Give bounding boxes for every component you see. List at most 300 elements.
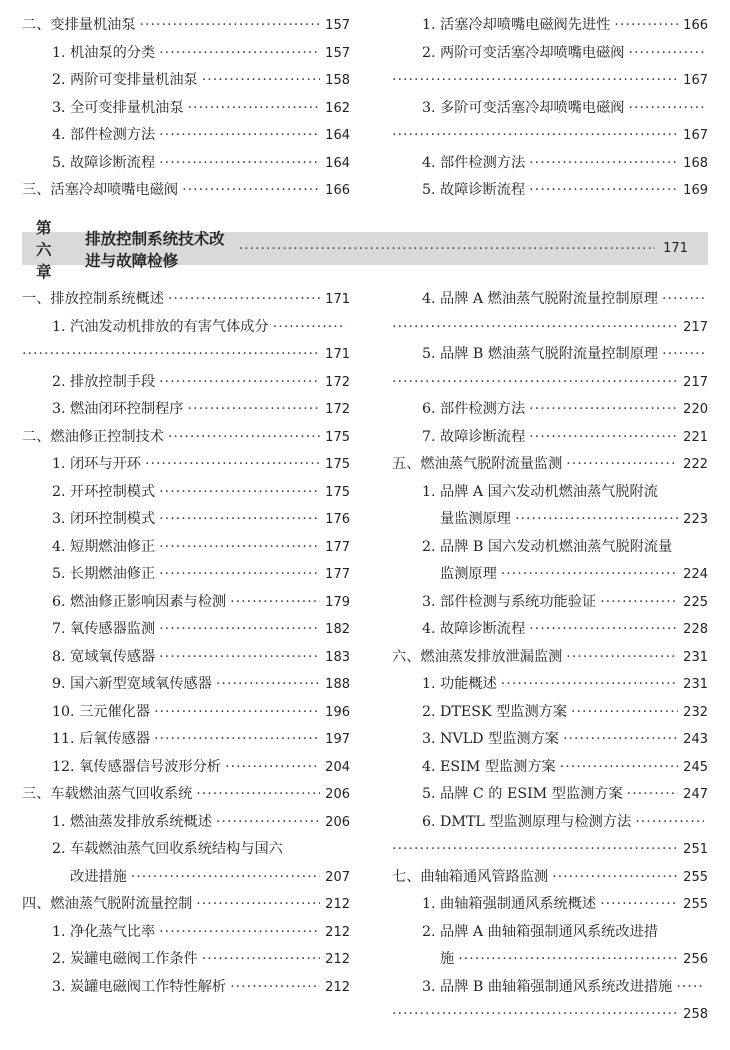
- dot-leader: [140, 12, 320, 40]
- toc-column-top-right: [392, 12, 708, 205]
- toc-entry-line: [392, 369, 708, 397]
- dot-leader: [230, 589, 320, 617]
- dot-leader: [159, 534, 320, 562]
- toc-subsection-entry[interactable]: [22, 561, 350, 589]
- toc-entry-title: 2. 车载燃油蒸气回收系统结构与国六: [52, 841, 283, 857]
- toc-entry-line: [52, 561, 350, 589]
- toc-page-number: 188: [325, 677, 350, 692]
- toc-entry-line: [52, 369, 350, 397]
- toc-page-number: 212: [325, 897, 350, 912]
- toc-entry-line: [422, 424, 708, 452]
- toc-entry-title: 4. 部件检测方法: [52, 127, 156, 143]
- toc-section-entry[interactable]: [392, 644, 708, 672]
- toc-subsection-entry[interactable]: [392, 671, 708, 699]
- dot-leader: [159, 479, 320, 507]
- toc-page-number: 206: [325, 787, 350, 802]
- toc-entry-title: 1. 净化蒸气比率: [52, 923, 156, 940]
- toc-subsection-entry[interactable]: [22, 150, 350, 178]
- toc-entry-line: [22, 12, 350, 40]
- dot-leader: [501, 671, 678, 699]
- dot-leader: [154, 699, 320, 727]
- toc-page-number: 245: [683, 759, 708, 775]
- toc-entry-line: [392, 314, 708, 342]
- toc-page-number: 206: [325, 814, 350, 830]
- toc-entry-title: 2. 品牌 B 国六发动机燃油蒸气脱附流量: [422, 538, 673, 555]
- toc-page-number: 255: [683, 869, 708, 885]
- toc-entry-title: 6. 燃油修正影响因素与检测: [52, 593, 227, 610]
- dot-leader: [168, 424, 320, 452]
- toc-subsection-entry[interactable]: [22, 726, 350, 754]
- dot-leader: [131, 864, 320, 892]
- dot-leader: [225, 754, 320, 782]
- toc-entry-title: 2. DTESK 型监测方案: [422, 703, 568, 720]
- toc-entry-line: [52, 314, 350, 342]
- toc-subsection-entry[interactable]: [392, 754, 708, 782]
- toc-entry-line: [392, 451, 708, 479]
- toc-entry-title-continued: 改进措施: [70, 868, 127, 885]
- toc-page-number: 204: [325, 759, 350, 775]
- toc-subsection-entry[interactable]: [392, 396, 708, 424]
- toc-subsection-entry[interactable]: [22, 314, 350, 369]
- dot-leader: [392, 314, 678, 342]
- dot-leader: [529, 424, 678, 452]
- toc-entry-title: 5. 长期燃油修正: [52, 566, 156, 582]
- toc-page-number: 247: [683, 787, 708, 802]
- toc-page-number: 196: [325, 704, 350, 720]
- toc-page-number: 158: [325, 73, 350, 88]
- toc-entry-line: [52, 534, 350, 562]
- toc-page-number: 166: [683, 18, 708, 33]
- dot-leader: [662, 286, 704, 314]
- toc-entry-line: [52, 396, 350, 424]
- dot-leader: [676, 974, 704, 1002]
- toc-entry-title: 1. 机油泵的分类: [52, 44, 156, 61]
- toc-subsection-entry[interactable]: [392, 479, 708, 534]
- dot-leader: [560, 754, 678, 782]
- dot-leader: [392, 67, 678, 95]
- toc-page-number: 171: [325, 292, 350, 307]
- toc-page-number: 231: [683, 677, 708, 692]
- toc-entry-title-continued: 施: [440, 951, 455, 967]
- toc-subsection-entry[interactable]: [392, 286, 708, 341]
- dot-leader: [629, 40, 705, 68]
- dot-leader: [154, 726, 320, 754]
- toc-entry-line: [422, 671, 708, 699]
- toc-subsection-entry[interactable]: [22, 40, 350, 68]
- toc-page-number: 220: [683, 402, 708, 417]
- toc-page-number: 221: [683, 429, 708, 445]
- toc-subsection-entry[interactable]: [392, 534, 708, 589]
- toc-entry-line: [52, 95, 350, 123]
- toc-page-number: 251: [683, 842, 708, 857]
- toc-page-number: 228: [683, 622, 708, 637]
- toc-page-number: 171: [325, 347, 350, 362]
- toc-entry-line: [422, 781, 708, 809]
- toc-entry-line: [22, 891, 350, 919]
- dot-leader: [196, 781, 320, 809]
- toc-entry-line: [52, 864, 350, 892]
- toc-page-number: 243: [683, 732, 708, 747]
- toc-page-number: 175: [325, 457, 350, 472]
- toc-entry-title: 1. 品牌 A 国六发动机燃油蒸气脱附流: [422, 483, 658, 500]
- toc-page-number: 177: [325, 567, 350, 582]
- toc-entry-title: 4. 短期燃油修正: [52, 538, 156, 555]
- dot-leader: [159, 506, 320, 534]
- dot-leader: [529, 396, 678, 424]
- dot-leader: [458, 946, 678, 974]
- toc-section-entry[interactable]: [392, 864, 708, 892]
- toc-page-number: 207: [325, 869, 350, 885]
- toc-subsection-entry[interactable]: [22, 699, 350, 727]
- toc-section-entry[interactable]: [22, 177, 350, 205]
- dot-leader: [662, 341, 704, 369]
- toc-entry-title: 4. ESIM 型监测方案: [422, 758, 556, 775]
- toc-page-number: 183: [325, 649, 350, 665]
- toc-page-number: 258: [683, 1007, 708, 1022]
- toc-subsection-entry[interactable]: [392, 974, 708, 1029]
- dot-leader: [273, 314, 346, 342]
- toc-entry-line: [422, 534, 708, 562]
- toc-section-entry[interactable]: [22, 12, 350, 40]
- toc-column-top-left: [22, 12, 350, 205]
- toc-entry-line: [392, 1001, 708, 1029]
- toc-page-number: 232: [683, 704, 708, 720]
- dot-leader: [392, 369, 678, 397]
- toc-page-number: 217: [683, 319, 708, 335]
- toc-entry-title: 5. 故障诊断流程: [52, 154, 156, 171]
- toc-entry-line: [52, 726, 350, 754]
- dot-leader: [600, 589, 678, 617]
- toc-entry-line: [52, 946, 350, 974]
- toc-entry-title: 12. 氧传感器信号波形分析: [52, 758, 221, 775]
- dot-leader: [635, 809, 704, 837]
- toc-entry-line: [422, 919, 708, 947]
- toc-subsection-entry[interactable]: [22, 369, 350, 397]
- toc-page-number: 179: [325, 594, 350, 610]
- toc-entry-title: 4. 部件检测方法: [422, 154, 526, 171]
- toc-entry-line: [52, 809, 350, 837]
- toc-subsection-entry[interactable]: [22, 946, 350, 974]
- toc-entry-title: 3. NVLD 型监测方案: [422, 731, 559, 747]
- toc-page-number: 176: [325, 512, 350, 527]
- toc-entry-title: 11. 后氧传感器: [52, 731, 151, 747]
- dot-leader: [566, 644, 678, 672]
- toc-subsection-entry[interactable]: [22, 974, 350, 1002]
- dot-leader: [501, 561, 678, 589]
- toc-entry-line: [52, 67, 350, 95]
- toc-subsection-entry[interactable]: [392, 781, 708, 809]
- toc-entry-title: 1. 活塞冷却喷嘴电磁阀先进性: [422, 17, 611, 33]
- toc-entry-line: [52, 451, 350, 479]
- toc-entry-line: [52, 644, 350, 672]
- toc-page-number: 222: [683, 457, 708, 472]
- toc-entry-line: [422, 506, 708, 534]
- toc-entry-line: [422, 396, 708, 424]
- toc-section-entry[interactable]: [22, 891, 350, 919]
- toc-page-number: 217: [683, 374, 708, 390]
- toc-subsection-entry[interactable]: [22, 506, 350, 534]
- toc-page-number: 168: [683, 155, 708, 171]
- toc-entry-title: 3. 炭罐电磁阀工作特性解析: [52, 978, 227, 995]
- toc-entry-line: [52, 836, 350, 864]
- dot-leader: [182, 177, 320, 205]
- toc-column-bottom-left: [22, 286, 350, 1001]
- dot-leader: [529, 177, 678, 205]
- dot-leader: [392, 122, 678, 150]
- dot-leader: [159, 561, 320, 589]
- toc-entry-line: [22, 341, 350, 369]
- toc-page-number: 182: [325, 622, 350, 637]
- toc-entry-line: [52, 919, 350, 947]
- toc-page-number: 162: [325, 100, 350, 116]
- dot-leader: [202, 67, 320, 95]
- toc-entry-title: 3. 多阶可变活塞冷却喷嘴电磁阀: [422, 99, 625, 116]
- toc-entry-line: [392, 644, 708, 672]
- toc-entry-title: 二、燃油修正控制技术: [22, 428, 164, 445]
- toc-entry-line: [392, 67, 708, 95]
- toc-entry-title: 8. 宽域氧传感器: [52, 648, 156, 665]
- dot-leader: [529, 616, 678, 644]
- toc-page-number: 231: [683, 649, 708, 665]
- toc-entry-line: [52, 150, 350, 178]
- toc-page-number: 175: [325, 484, 350, 500]
- toc-page-number: 164: [325, 155, 350, 171]
- toc-entry-line: [392, 864, 708, 892]
- toc-page-number: 177: [325, 539, 350, 555]
- dot-leader: [392, 836, 678, 864]
- toc-subsection-entry[interactable]: [22, 644, 350, 672]
- toc-entry-title: 2. 品牌 A 曲轴箱强制通风系统改进措: [422, 923, 658, 940]
- toc-entry-line: [422, 891, 708, 919]
- toc-entry-title: 9. 国六新型宽域氧传感器: [52, 676, 212, 692]
- toc-page-number: 157: [325, 45, 350, 61]
- toc-section-entry[interactable]: [392, 451, 708, 479]
- toc-subsection-entry[interactable]: [22, 451, 350, 479]
- toc-subsection-entry[interactable]: [22, 67, 350, 95]
- toc-entry-title-continued: 监测原理: [440, 566, 497, 582]
- dot-leader: [629, 95, 705, 123]
- toc-entry-title: 五、燃油蒸气脱附流量监测: [392, 456, 563, 472]
- toc-entry-title: 5. 品牌 B 燃油蒸气脱附流量控制原理: [422, 346, 659, 362]
- dot-leader: [600, 891, 678, 919]
- toc-subsection-entry[interactable]: [392, 589, 708, 617]
- toc-page-number: 169: [683, 183, 708, 198]
- toc-entry-title: 5. 品牌 C 的 ESIM 型监测方案: [422, 786, 623, 802]
- toc-entry-title: 2. 开环控制模式: [52, 483, 156, 500]
- toc-entry-line: [22, 424, 350, 452]
- toc-entry-line: [422, 974, 708, 1002]
- toc-page-number: 223: [683, 512, 708, 527]
- toc-subsection-entry[interactable]: [22, 396, 350, 424]
- toc-subsection-entry[interactable]: [22, 122, 350, 150]
- toc-entry-line: [22, 177, 350, 205]
- toc-subsection-entry[interactable]: [392, 616, 708, 644]
- toc-entry-title: 3. 部件检测与系统功能验证: [422, 593, 597, 610]
- toc-entry-title: 7. 故障诊断流程: [422, 428, 526, 445]
- dot-leader: [159, 644, 320, 672]
- dot-leader: [529, 150, 678, 178]
- toc-section-entry[interactable]: [22, 424, 350, 452]
- toc-entry-line: [422, 177, 708, 205]
- toc-entry-title: 10. 三元催化器: [52, 703, 151, 720]
- toc-entry-line: [422, 286, 708, 314]
- toc-entry-title: 3. 全可变排量机油泵: [52, 99, 184, 116]
- toc-entry-line: [422, 809, 708, 837]
- toc-subsection-entry[interactable]: [22, 809, 350, 837]
- toc-entry-title: 2. 两阶可变活塞冷却喷嘴电磁阀: [422, 44, 625, 61]
- dot-leader: [571, 699, 678, 727]
- toc-entry-title: 2. 排放控制手段: [52, 373, 156, 390]
- dot-leader: [566, 451, 678, 479]
- toc-entry-title: 3. 燃油闭环控制程序: [52, 401, 184, 417]
- toc-entry-title: 一、排放控制系统概述: [22, 291, 164, 307]
- toc-entry-line: [422, 589, 708, 617]
- toc-subsection-entry[interactable]: [392, 95, 708, 150]
- toc-page-number: 166: [325, 183, 350, 198]
- toc-entry-title: 六、燃油蒸发排放泄漏监测: [392, 648, 563, 665]
- toc-entry-title: 四、燃油蒸气脱附流量控制: [22, 896, 193, 912]
- toc-entry-title: 1. 曲轴箱强制通风系统概述: [422, 896, 597, 912]
- toc-entry-line: [52, 754, 350, 782]
- chapter-heading[interactable]: [22, 218, 708, 281]
- toc-entry-line: [422, 341, 708, 369]
- toc-subsection-entry[interactable]: [22, 919, 350, 947]
- toc-entry-line: [422, 12, 708, 40]
- chapter-title: 排放控制系统技术改进与故障检修: [85, 229, 225, 270]
- toc-entry-line: [422, 726, 708, 754]
- toc-subsection-entry[interactable]: [392, 919, 708, 974]
- toc-entry-title: 二、变排量机油泵: [22, 17, 136, 33]
- toc-entry-title: 1. 汽油发动机排放的有害气体成分: [52, 318, 269, 335]
- toc-entry-title: 7. 氧传感器监测: [52, 621, 156, 637]
- toc-subsection-entry[interactable]: [22, 671, 350, 699]
- dot-leader: [202, 946, 320, 974]
- toc-entry-line: [22, 781, 350, 809]
- toc-subsection-entry[interactable]: [392, 12, 708, 40]
- dot-leader: [230, 974, 320, 1002]
- toc-entry-title: 5. 故障诊断流程: [422, 182, 526, 198]
- toc-entry-title: 4. 故障诊断流程: [422, 621, 526, 637]
- dot-leader: [196, 891, 320, 919]
- toc-page-number: 157: [325, 18, 350, 33]
- dot-leader: [627, 781, 678, 809]
- dot-leader: [145, 451, 320, 479]
- toc-entry-title: 三、活塞冷却喷嘴电磁阀: [22, 182, 179, 198]
- toc-entry-line: [52, 589, 350, 617]
- toc-subsection-entry[interactable]: [392, 891, 708, 919]
- toc-entry-line: [52, 671, 350, 699]
- toc-subsection-entry[interactable]: [392, 699, 708, 727]
- toc-entry-title: 1. 功能概述: [422, 676, 497, 692]
- dot-leader: [22, 341, 320, 369]
- toc-entry-line: [52, 479, 350, 507]
- toc-page-number: 197: [325, 732, 350, 747]
- toc-entry-line: [392, 122, 708, 150]
- toc-entry-title: 3. 品牌 B 曲轴箱强制通风系统改进措施: [422, 978, 673, 995]
- toc-entry-line: [52, 974, 350, 1002]
- toc-entry-title: 1. 燃油蒸发排放系统概述: [52, 813, 212, 830]
- toc-page-number: 167: [683, 73, 708, 88]
- toc-entry-line: [392, 836, 708, 864]
- toc-entry-title: 2. 炭罐电磁阀工作条件: [52, 951, 198, 967]
- toc-subsection-entry[interactable]: [22, 836, 350, 891]
- dot-leader: [515, 506, 678, 534]
- toc-subsection-entry[interactable]: [22, 589, 350, 617]
- dot-leader: [188, 95, 320, 123]
- toc-entry-line: [52, 699, 350, 727]
- toc-subsection-entry[interactable]: [392, 177, 708, 205]
- toc-section-entry[interactable]: [22, 286, 350, 314]
- toc-entry-line: [422, 40, 708, 68]
- dot-leader: [159, 919, 320, 947]
- toc-page-number: 172: [325, 374, 350, 390]
- toc-subsection-entry[interactable]: [22, 534, 350, 562]
- toc-entry-line: [22, 286, 350, 314]
- toc-page-number: 224: [683, 567, 708, 582]
- toc-page-number: 256: [683, 952, 708, 967]
- toc-entry-line: [422, 561, 708, 589]
- dot-leader: [216, 671, 320, 699]
- dot-leader: [563, 726, 678, 754]
- toc-entry-title: 七、曲轴箱通风管路监测: [392, 868, 549, 885]
- dot-leader: [159, 369, 320, 397]
- toc-entry-line: [422, 946, 708, 974]
- toc-entry-line: [422, 754, 708, 782]
- chapter-number: 第六章: [36, 218, 52, 281]
- toc-subsection-entry[interactable]: [392, 809, 708, 864]
- toc-subsection-entry[interactable]: [392, 424, 708, 452]
- toc-page-number: 212: [325, 952, 350, 967]
- toc-entry-line: [52, 40, 350, 68]
- toc-subsection-entry[interactable]: [22, 616, 350, 644]
- toc-page-number: 225: [683, 594, 708, 610]
- toc-entry-line: [422, 479, 708, 507]
- toc-subsection-entry[interactable]: [22, 754, 350, 782]
- toc-section-entry[interactable]: [22, 781, 350, 809]
- toc-entry-title: 三、车载燃油蒸气回收系统: [22, 786, 193, 802]
- toc-subsection-entry[interactable]: [392, 40, 708, 95]
- toc-page-number: 175: [325, 429, 350, 445]
- toc-subsection-entry[interactable]: [22, 479, 350, 507]
- toc-subsection-entry[interactable]: [392, 150, 708, 178]
- toc-entry-title: 3. 闭环控制模式: [52, 511, 156, 527]
- toc-page-number: 167: [683, 128, 708, 143]
- dot-leader: [159, 150, 320, 178]
- toc-subsection-entry[interactable]: [392, 726, 708, 754]
- dot-leader: [614, 12, 678, 40]
- toc-page-number: 212: [325, 924, 350, 940]
- chapter-page-number: 171: [663, 241, 688, 256]
- toc-subsection-entry[interactable]: [22, 95, 350, 123]
- toc-page-number: 172: [325, 402, 350, 417]
- toc-entry-line: [52, 616, 350, 644]
- toc-subsection-entry[interactable]: [392, 341, 708, 396]
- toc-entry-title: 2. 两阶可变排量机油泵: [52, 72, 198, 88]
- toc-page-number: 164: [325, 128, 350, 143]
- toc-entry-title-continued: 量监测原理: [440, 511, 511, 527]
- dot-leader: [159, 122, 320, 150]
- dot-leader: [216, 809, 320, 837]
- toc-entry-title: 6. 部件检测方法: [422, 401, 526, 417]
- dot-leader: [168, 286, 320, 314]
- toc-entry-title: 6. DMTL 型监测原理与检测方法: [422, 813, 632, 830]
- toc-entry-title: 1. 闭环与开环: [52, 456, 141, 472]
- toc-page-number: 255: [683, 897, 708, 912]
- toc-entry-line: [422, 95, 708, 123]
- dot-leader: [392, 1001, 678, 1029]
- toc-entry-title: 4. 品牌 A 燃油蒸气脱附流量控制原理: [422, 291, 658, 307]
- dot-leader: [188, 396, 320, 424]
